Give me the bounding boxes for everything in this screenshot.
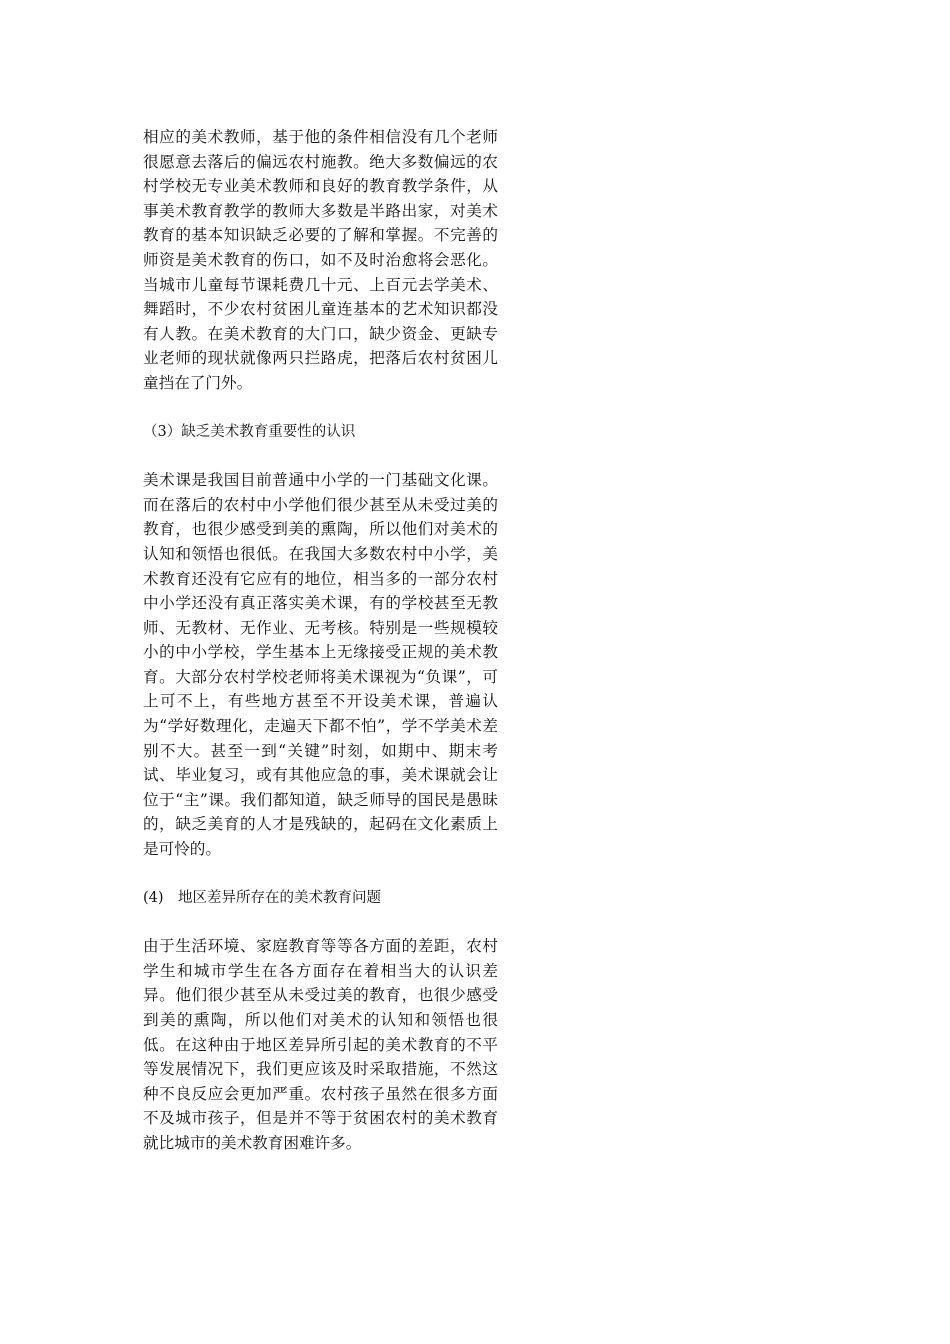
section-heading-4: (4) 地区差异所存在的美术教育问题: [143, 889, 382, 906]
paragraph-spacer: [143, 910, 498, 934]
paragraph-teacher-shortage: 相应的美术教师，基于他的条件相信没有几个老师很愿意去落后的偏远农村施教。绝大多数偏远的农村学校无专业美术教师和良好的教育教学条件，从事美术教育教学的教师大多数是半路出家，对美术教育的基本知识缺乏必要的了解和掌握。不完善的师资是美术教育的伤口，如不及时治愈将会恶化。当城市儿童每节课耗费几十元、上百元去学美术、舞蹈时，不少农村贫困儿童连基本的艺术知识都没有人教。在美术教育的大门口，缺少资金、更缺专业老师的现状就像两只拦路虎，把落后农村贫困儿童挡在了门外。: [143, 128, 498, 392]
paragraph-spacer: [143, 444, 498, 468]
paragraph-spacer: [143, 396, 498, 420]
paragraph-importance-awareness: 美术课是我国目前普通中小学的一门基础文化课。而在落后的农村中小学他们很少甚至从未受过美的教育，也很少感受到美的熏陶，所以他们对美术的认知和领悟也很低。在我国大多数农村中小学，美术教育还没有它应有的地位，相当多的一部分农村中小学还没有真正落实美术课，有的学校甚至无教师、无教材、无作业、无考核。特别是一些规模较小的中小学校，学生基本上无缘接受正规的美术教育。大部分农村学校老师将美术课视为“负课”，可上可不上，有些地方甚至不开设美术课，普遍认为“学好数理化，走遍天下都不怕”，学不学美术差别不大。甚至一到“关键”时刻，如期中、期末考试、毕业复习，或有其他应急的事，美术课就会让位于“主”课。我们都知道，缺乏师导的国民是愚昧的，缺乏美育的人才是残缺的，起码在文化素质上是可怜的。: [143, 471, 498, 859]
paragraph-spacer: [143, 862, 498, 886]
paragraph-regional-differences: 由于生活环境、家庭教育等等各方面的差距，农村学生和城市学生在各方面存在着相当大的认识差异。他们很少甚至从未受过美的教育，也很少感受到美的熏陶，所以他们对美术的认知和领悟也很低。在这种由于地区差异所引起的美术教育的不平等发展情况下，我们更应该及时采取措施，不然这种不良反应会更加严重。农村孩子虽然在很多方面不及城市孩子，但是并不等于贫困农村的美术教育就比城市的美术教育困难许多。: [143, 937, 498, 1152]
document-body: [143, 125, 498, 1156]
section-heading-3: （3）缺乏美术教育重要性的认识: [143, 423, 356, 440]
